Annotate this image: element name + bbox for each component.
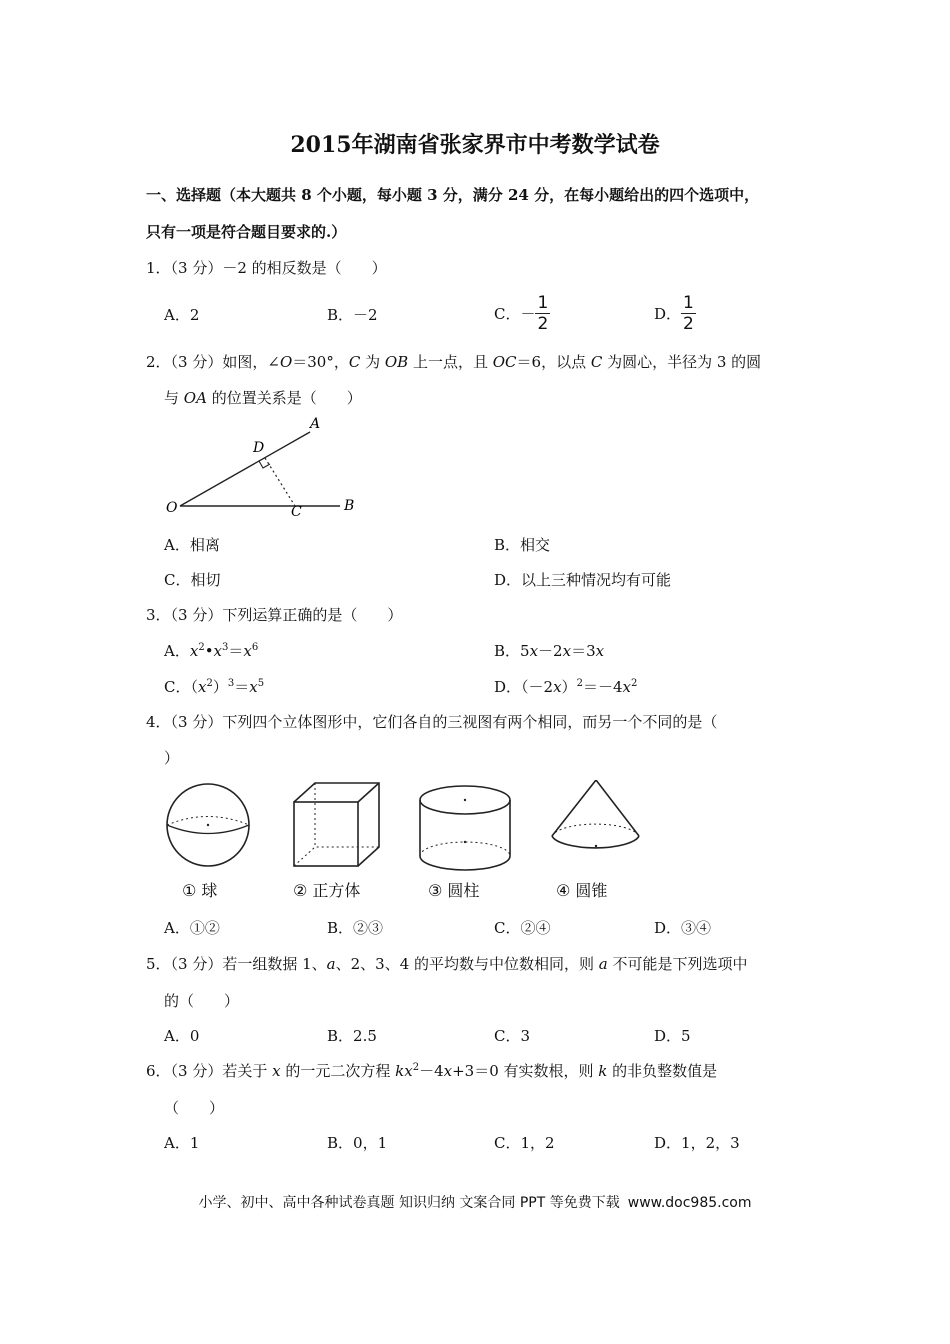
page-footer <box>0 1192 950 1212</box>
q4-option-a: A．①② <box>164 919 220 937</box>
label-b: B <box>344 498 355 514</box>
label-a: A <box>310 416 321 432</box>
q3-option-a: A．$x^2•x^3=x^6$ <box>164 642 259 660</box>
q1-option-a: A．2 <box>164 306 200 324</box>
section-heading-line2: 只有一项是符合题目要求的.） <box>146 223 347 241</box>
q5-stem-line2: 的（ ） <box>164 992 240 1010</box>
q1-stem: 1．（3 分）－2 的相反数是（ ） <box>146 259 387 277</box>
q5-option-c: C．3 <box>494 1027 531 1045</box>
solid-label-cube: ② 正方体 <box>293 881 361 900</box>
q5-option-a: A．0 <box>164 1027 200 1045</box>
q3-option-c: C．$(x^2)^3=x^5$ <box>164 678 265 696</box>
cylinder-shape <box>420 786 510 870</box>
q3-stem: 3．（3 分）下列运算正确的是（ ） <box>146 606 403 624</box>
q4-option-b: B．②③ <box>327 919 384 937</box>
label-o: O <box>166 500 178 516</box>
q2-angle-figure <box>160 412 370 522</box>
q2-option-a: A．相离 <box>164 536 220 554</box>
cone-shape <box>552 780 639 848</box>
perpendicular-cd <box>265 458 295 506</box>
q5-stem-line1: 5．（3 分）若一组数据 1、a、2、3、4 的平均数与中位数相同，则 a 不可能是下列选项中 <box>146 955 748 973</box>
q5-option-b: B．2.5 <box>327 1027 377 1045</box>
q3-option-d: D．$(-2x)^2=-4x^2$ <box>494 678 638 696</box>
q4-stem-line2: ） <box>164 749 180 767</box>
q2-option-b: B．相交 <box>494 536 551 554</box>
q2-option-d: D．以上三种情况均有可能 <box>494 571 672 589</box>
q4-option-c: C．②④ <box>494 919 551 937</box>
label-d: D <box>253 440 265 456</box>
q6-option-c: C．1，2 <box>494 1134 555 1152</box>
section-heading-line1: 一、选择题（本大题共 8 个小题，每小题 3 分，满分 24 分，在每小题给出的四个选项中， <box>146 186 760 204</box>
q4-stem-line1: 4．（3 分）下列四个立体图形中，它们各自的三视图有两个相同，而另一个不同的是（ <box>146 713 718 731</box>
q2-option-c: C．相切 <box>164 571 221 589</box>
q6-stem-line2: （ ） <box>164 1099 225 1117</box>
footer-text: 小学、初中、高中各种试卷真题 知识归纳 文案合同 PPT 等免费下载 <box>198 1195 620 1211</box>
q4-option-d: D．③④ <box>654 919 712 937</box>
q1-option-c: C．－ $\frac{1}{2}$ <box>494 293 549 334</box>
q1-option-d: D． $\frac{1}{2}$ <box>654 293 694 334</box>
right-angle-mark <box>259 461 270 468</box>
solid-label-cone: ④ 圆锥 <box>556 881 608 900</box>
solid-label-cylinder: ③ 圆柱 <box>428 881 480 900</box>
q6-option-b: B．0，1 <box>327 1134 388 1152</box>
fraction: $\frac{1}{2}$ <box>537 293 549 334</box>
cube-shape <box>294 783 379 866</box>
q5-option-d: D．5 <box>654 1027 691 1045</box>
q2-stem-line2: 与 OA 的位置关系是（ ） <box>164 389 362 407</box>
label-c: C <box>291 504 302 520</box>
q6-option-d: D．1，2，3 <box>654 1134 740 1152</box>
q2-stem-line1: 2．（3 分）如图，∠O＝30°，C 为 OB 上一点，且 OC＝6，以点 C 为圆心，半径为 3 的圆 <box>146 353 762 371</box>
q3-option-b: B．5x－2x＝3x <box>494 642 605 660</box>
q6-option-a: A．1 <box>164 1134 200 1152</box>
fraction: $\frac{1}{2}$ <box>683 293 694 334</box>
page-title: 2015年湖南省张家界市中考数学试卷 <box>290 132 660 158</box>
ray-oa <box>180 432 310 506</box>
solid-label-sphere: ① 球 <box>182 881 218 900</box>
footer-url[interactable]: www.doc985.com <box>627 1195 752 1211</box>
q6-stem-line1: 6．（3 分）若关于 x 的一元二次方程 $kx^2-4x+3=0$ 有实数根，则 k 的非负整数值是 <box>146 1062 718 1080</box>
sphere-shape <box>167 784 249 866</box>
q1-option-b: B．－2 <box>327 306 378 324</box>
